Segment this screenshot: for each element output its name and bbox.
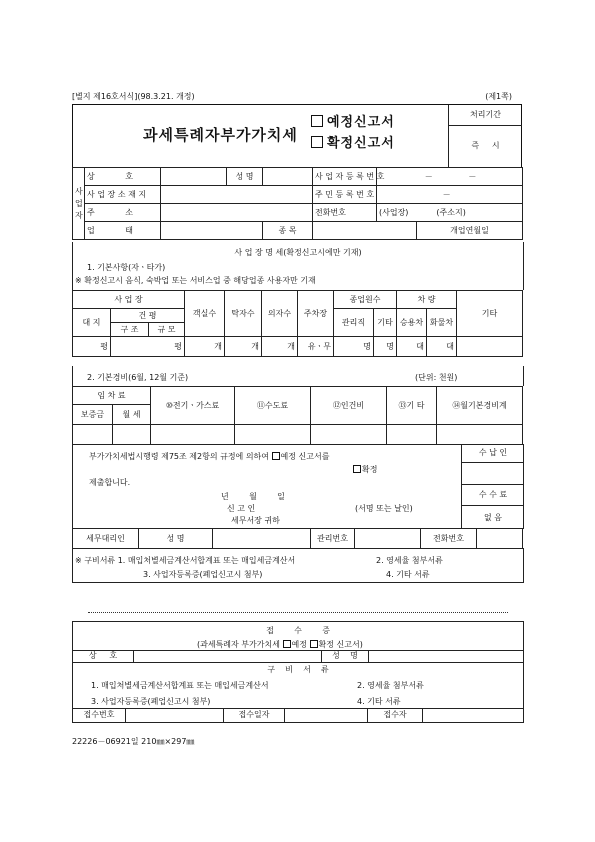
declaration-prelim-checkbox[interactable] bbox=[272, 452, 280, 460]
expense-heading: 2. 기본경비(6월, 12월 기준) bbox=[87, 373, 189, 382]
receipt-date-label: 접수일자 bbox=[223, 709, 285, 722]
prelim-checkbox[interactable] bbox=[311, 115, 323, 127]
resident-number-label: 주 민 등 록 번 호 bbox=[313, 186, 377, 204]
agent-mgmt-label: 관리번호 bbox=[311, 529, 355, 549]
expense-heading-area bbox=[72, 366, 524, 386]
tables-unit[interactable]: 개 bbox=[225, 337, 262, 357]
attachment-item-2: 2. 영세율 첨부서류 bbox=[376, 556, 443, 565]
receipt-box bbox=[72, 621, 524, 723]
rent-header: 임 차 료 bbox=[73, 387, 151, 405]
address2-field[interactable] bbox=[161, 204, 313, 222]
deposit-header: 보증금 bbox=[73, 405, 113, 425]
expense-table bbox=[72, 386, 523, 445]
phone-label: 전화번호 bbox=[313, 204, 377, 222]
receipt-doc-2: 2. 영세율 첨부서류 bbox=[357, 681, 424, 690]
attachment-item-4: 4. 기타 서류 bbox=[386, 570, 430, 579]
receipt-docs-heading: 구 비 서 류 bbox=[267, 665, 329, 674]
other-expense-field[interactable] bbox=[387, 425, 437, 445]
receipt-title: 접 수 증 bbox=[266, 626, 330, 635]
declaration-final-option[interactable]: 확정 bbox=[353, 464, 377, 475]
basic-info-note: ※ 확정신고시 음식, 숙박업 또는 서비스업 중 해당업종 사용자만 기재 bbox=[75, 276, 316, 285]
footer-code: 22226－06921일 210㎜×297㎜ bbox=[72, 737, 195, 746]
address2-label: 주 소 bbox=[85, 204, 161, 222]
address-field[interactable] bbox=[161, 186, 313, 204]
basic-info-table bbox=[72, 290, 523, 357]
phone-field[interactable] bbox=[377, 204, 523, 222]
attachment-item-3: 3. 사업자등록증(폐업신고시 첨부) bbox=[143, 570, 263, 579]
expense-unit-note: (단위: 천원) bbox=[415, 373, 458, 382]
stamp-field bbox=[462, 463, 524, 485]
receipt-divider-2 bbox=[73, 662, 523, 663]
etc-header: 기타 bbox=[457, 291, 523, 337]
attachment-item-1: ※ 구비서류 1. 매입처별세금계산서합계표 또는 매입세금계산서 bbox=[75, 556, 296, 565]
cut-line bbox=[88, 612, 508, 613]
manager-header: 관리직 bbox=[334, 309, 374, 337]
electricity-gas-header: ⑩전기ㆍ가스료 bbox=[151, 387, 235, 425]
agent-name-label: 성 명 bbox=[139, 529, 213, 549]
receipt-prelim-checkbox[interactable] bbox=[283, 640, 291, 648]
structure-header: 구 조 bbox=[111, 323, 149, 337]
receipt-divider-3 bbox=[73, 708, 523, 709]
receipt-subtitle: (과세특례자 부가가치세 예정 확정 신고서) bbox=[197, 640, 363, 649]
receipt-doc-3: 3. 사업자등록증(폐업신고시 첨부) bbox=[91, 697, 211, 706]
agent-phone-label: 전화번호 bbox=[421, 529, 477, 549]
processing-value: 즉 시 bbox=[471, 141, 500, 150]
truck-unit[interactable]: 대 bbox=[427, 337, 457, 357]
declaration-final-checkbox[interactable] bbox=[353, 465, 361, 473]
detail-heading-area bbox=[72, 242, 524, 290]
declaration-box bbox=[72, 444, 524, 529]
monthly-total-field[interactable] bbox=[437, 425, 523, 445]
representative-label: 성 명 bbox=[227, 168, 263, 186]
agent-mgmt-field[interactable] bbox=[355, 529, 421, 549]
staff-header: 종업원수 bbox=[334, 291, 397, 309]
representative-field[interactable] bbox=[263, 168, 313, 186]
rooms-unit[interactable]: 개 bbox=[185, 337, 225, 357]
deposit-field[interactable] bbox=[73, 425, 113, 445]
etc-field[interactable] bbox=[457, 337, 523, 357]
basic-info-heading: 1. 기본사항(자ㆍ타가) bbox=[87, 263, 166, 272]
monthly-total-header: ⑭월기본경비계 bbox=[437, 387, 523, 425]
business-owner-side-label: 사 업 자 bbox=[73, 168, 85, 240]
declaration-submit-text: 제출합니다. bbox=[89, 478, 131, 487]
signature-label[interactable]: (서명 또는 날인) bbox=[355, 504, 413, 513]
final-checkbox[interactable] bbox=[311, 136, 323, 148]
parking-header: 주차장 bbox=[298, 291, 334, 337]
tax-agent-label: 세무대리인 bbox=[73, 529, 139, 549]
receipt-name-label: 상 호 bbox=[73, 650, 134, 662]
attachments-box bbox=[72, 548, 524, 583]
resident-number-field[interactable]: － bbox=[377, 186, 523, 204]
manager-unit[interactable]: 명 bbox=[334, 337, 374, 357]
receipt-doc-1: 1. 매입처별세금계산서합계표 또는 매입세금계산서 bbox=[91, 681, 269, 690]
receipt-divider-1 bbox=[73, 650, 523, 651]
form-header bbox=[72, 91, 512, 102]
electricity-gas-field[interactable] bbox=[151, 425, 235, 445]
fee-label: 수 수 료 bbox=[462, 485, 524, 506]
fee-value: 없 음 bbox=[484, 513, 502, 522]
receipt-final-checkbox[interactable] bbox=[310, 640, 318, 648]
open-date-label: 개업연월일 bbox=[417, 222, 523, 240]
form-number: [별지 제16호서식](98.3.21. 개정) bbox=[72, 92, 195, 101]
chairs-unit[interactable]: 개 bbox=[262, 337, 298, 357]
phone-home-label: (주소지) bbox=[436, 208, 466, 217]
reporter-label: 신 고 인 bbox=[227, 504, 256, 513]
receiver-label: 접수자 bbox=[367, 709, 423, 722]
option-final[interactable]: 확정신고서 bbox=[311, 132, 395, 151]
receipt-number-label: 접수번호 bbox=[73, 709, 126, 722]
declaration-text: 부가가치세법시행령 제75조 제2항의 규정에 의하여 예정 신고서를 bbox=[89, 452, 330, 461]
registration-number-label: 사 업 자 등 록 번 호 bbox=[313, 168, 377, 186]
declaration-date[interactable]: 년 월 일 bbox=[221, 492, 285, 501]
title-box bbox=[72, 104, 522, 168]
business-item-field[interactable] bbox=[313, 222, 417, 240]
tables-header: 탁자수 bbox=[225, 291, 262, 337]
chairs-header: 의자수 bbox=[262, 291, 298, 337]
land-unit[interactable]: 평 bbox=[73, 337, 111, 357]
business-item-label: 종 목 bbox=[263, 222, 313, 240]
detail-heading: 사 업 장 명 세(확정신고시에만 기재) bbox=[234, 248, 362, 257]
business-name-field[interactable] bbox=[161, 168, 227, 186]
processing-label: 처리기간 bbox=[449, 105, 522, 126]
other-staff-header: 기타 bbox=[374, 309, 397, 337]
phone-business-label: (사업장) bbox=[379, 208, 409, 217]
registration-number-field[interactable]: － － bbox=[377, 168, 523, 186]
other-expense-header: ⑬기 타 bbox=[387, 387, 437, 425]
monthly-rent-header: 월 세 bbox=[113, 405, 151, 425]
labor-field[interactable] bbox=[311, 425, 387, 445]
receipt-doc-4: 4. 기타 서류 bbox=[357, 697, 401, 706]
truck-header: 화물차 bbox=[427, 309, 457, 337]
vehicles-header: 차 량 bbox=[397, 291, 457, 309]
car-header: 승용차 bbox=[397, 309, 427, 337]
receipt-rep-label: 성 명 bbox=[321, 650, 369, 662]
building-unit[interactable]: 평 bbox=[111, 337, 185, 357]
site-header: 사 업 장 bbox=[73, 291, 185, 309]
business-info-table bbox=[72, 167, 523, 240]
stamp-label: 수 납 인 bbox=[462, 444, 524, 463]
water-header: ⑪수도료 bbox=[235, 387, 311, 425]
business-name-label: 상 호 bbox=[85, 168, 161, 186]
stamp-fee-box bbox=[461, 444, 524, 528]
tax-office-addressee: 세무서장 귀하 bbox=[231, 516, 280, 525]
business-type-label: 업 태 bbox=[85, 222, 161, 240]
address-label: 사 업 장 소 재 지 bbox=[85, 186, 161, 204]
tax-agent-table bbox=[72, 528, 523, 549]
rooms-header: 객실수 bbox=[185, 291, 225, 337]
monthly-rent-field[interactable] bbox=[113, 425, 151, 445]
scale-header: 규 모 bbox=[149, 323, 185, 337]
form-title: 과세특례자부가가치세 bbox=[143, 126, 298, 144]
page-number: (제1쪽) bbox=[485, 92, 512, 101]
car-unit[interactable]: 대 bbox=[397, 337, 427, 357]
agent-name-field[interactable] bbox=[213, 529, 311, 549]
processing-period bbox=[448, 105, 522, 167]
agent-phone-field[interactable] bbox=[477, 529, 523, 549]
building-header: 건 평 bbox=[111, 309, 185, 323]
parking-unit[interactable]: 유ㆍ무 bbox=[298, 337, 334, 357]
business-type-field[interactable] bbox=[161, 222, 263, 240]
water-field[interactable] bbox=[235, 425, 311, 445]
other-staff-unit[interactable]: 명 bbox=[374, 337, 397, 357]
labor-header: ⑫인건비 bbox=[311, 387, 387, 425]
option-prelim[interactable]: 예정신고서 bbox=[311, 111, 395, 130]
land-header: 대 지 bbox=[73, 309, 111, 337]
